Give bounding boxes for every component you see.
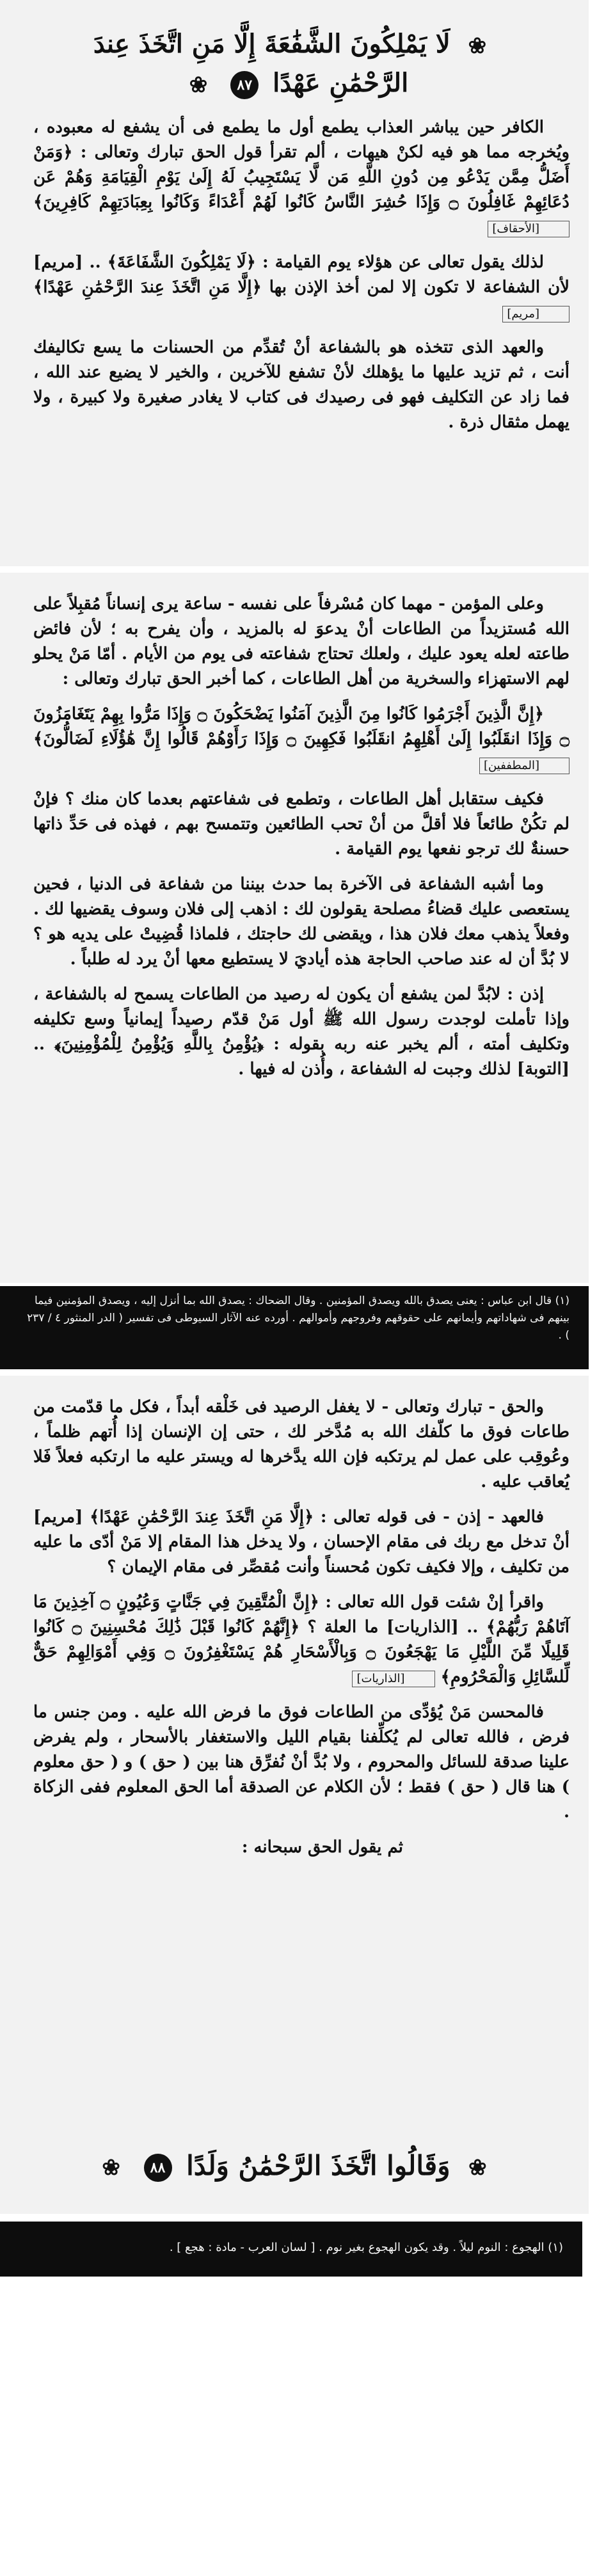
heading-line-2: الرَّحْمَٰنِ عَهْدًا bbox=[273, 68, 409, 98]
footnote-1: (١) قال ابن عباس : يعنى يصدق بالله ويصدق المؤمنين . وقال الضحاك : يصدق الله بما أنزل إليه ، ويصدق المؤمنين فيما بينهم فى شهاداتهم وأيمانهم على حقوقهم وفروجهم وأموالهم . أورده عنه الآثار السيوطى فى تفسير ( الدر المنثور ٤ / ٢٣٧ ) . bbox=[0, 1286, 589, 1369]
surah-tag: [الأحقاف] bbox=[488, 221, 569, 237]
paragraph: الكافر حين يباشر العذاب يطمع أول ما يطمع فى أن يشفع له معبوده ، ويُخرجه مما هو فيه لكنْ هيهات ، ألم تقرأ قول الحق تبارك وتعالى : ﴿وَمَنْ أَضَلُّ مِمَّن يَدْعُو مِن دُونِ اللَّهِ مَن لَّا يَسْتَجِيبُ لَهُ إِلَىٰ يَوْمِ الْقِيَامَةِ وَهُمْ عَن دُعَائِهِمْ غَافِلُونَ ۝ وَإِذَا حُشِرَ النَّاسُ كَانُوا لَهُمْ أَعْدَاءً وَكَانُوا بِعِبَادَتِهِمْ كَافِرِينَ﴾ [الأحقاف] bbox=[33, 115, 569, 240]
text-column-2 bbox=[33, 592, 569, 1092]
paragraph: فكيف ستقابل أهل الطاعات ، وتطمع فى شفاعتهم بعدما كان منك ؟ فإنْ لم تكُنْ طائعاً فلا أقلَّ من أنْ تحب الطائعين وتتمسح بهم ، فهذه فى حَدِّ ذاتها حسنةٌ لك ترجو نفعها يوم القيامة . bbox=[33, 790, 569, 859]
ornament-icon: ❀ bbox=[468, 33, 487, 59]
verse-number-badge: ٨٨ bbox=[144, 2154, 172, 2182]
paragraph: فالعهد - إذن - فى قوله تعالى : ﴿إِلَّا مَنِ اتَّخَذَ عِندَ الرَّحْمَٰنِ عَهْدًا﴾ [مريم] أنْ تدخل مع ربك فى مقام الإحسان ، ولا يدخل هذا المقام إلا مَنْ أدّى ما عليه من تكليف ، وإلا فكيف تكون مُحسناً وأنت مُقصِّر فى مقام الإيمان ؟ bbox=[33, 1507, 569, 1577]
verse-heading-87 bbox=[0, 26, 589, 104]
heading-line-1: لَا يَمْلِكُونَ الشَّفَٰعَةَ إِلَّا مَنِ اتَّخَذَ عِندَ bbox=[93, 29, 450, 59]
paragraph: واقرأ إنْ شئت قول الله تعالى : ﴿إِنَّ الْمُتَّقِينَ فِي جَنَّاتٍ وَعُيُونٍ ۝ آخِذِينَ مَا آتَاهُمْ رَبُّهُمْ﴾ .. [الذاريات] ما العلة ؟ ﴿إِنَّهُمْ كَانُوا قَبْلَ ذَٰلِكَ مُحْسِنِينَ ۝ كَانُوا قَلِيلًا مِّنَ اللَّيْلِ مَا يَهْجَعُونَ ۝ وَبِالْأَسْحَارِ هُمْ يَسْتَغْفِرُونَ ۝ وَفِي أَمْوَالِهِمْ حَقٌّ لِّلسَّائِلِ وَالْمَحْرُومِ﴾ [الذاريات] bbox=[33, 1593, 569, 1687]
heading-text: وَقَالُوا اتَّخَذَ الرَّحْمَٰنُ وَلَدًا bbox=[186, 2150, 450, 2181]
surah-tag: [الذاريات] bbox=[352, 1671, 434, 1687]
text-column-3 bbox=[33, 1395, 569, 1870]
paragraph: لذلك يقول تعالى عن هؤلاء يوم القيامة : ﴿لَا يَمْلِكُونَ الشَّفَاعَةَ﴾ .. [مريم] لأن الشفاعة لا تكون إلا لمن أخذ الإذن بها ﴿إِلَّا مَنِ اتَّخَذَ عِندَ الرَّحْمَٰنِ عَهْدًا﴾ [مريم] bbox=[33, 250, 569, 325]
paragraph: ﴿إِنَّ الَّذِينَ أَجْرَمُوا كَانُوا مِنَ الَّذِينَ آمَنُوا يَضْحَكُونَ ۝ وَإِذَا مَرُّوا بِهِمْ يَتَغَامَزُونَ ۝ وَإِذَا انقَلَبُوا إِلَىٰ أَهْلِهِمُ انقَلَبُوا فَكِهِينَ ۝ وَإِذَا رَأَوْهُمْ قَالُوا إِنَّ هَٰؤُلَاءِ لَضَالُّونَ﴾ [المطففين] bbox=[33, 702, 569, 777]
paragraph: والحق - تبارك وتعالى - لا يغفل الرصيد فى خَلْقه أبداً ، فكل ما قدّمت من طاعات فوق ما كلّفك الله به مُدَّخر لك ، حتى إن الإنسان إذا أُتهم ظلماً ، وعُوقِب على عمل لم يرتكبه فإن الله يدَّخرها له ويستر عليه ما ارتكبه فعلاً فَلا يُعاقب عليه . bbox=[33, 1397, 569, 1491]
paragraph: إذن : لابُدَّ لمن يشفع أن يكون له رصيد من الطاعات يسمح له بالشفاعة ، وإذا تأملت لوجدت رسول الله ﷺ أول مَنْ قدّم رصيداً إيمانياً وسع تكليفه وتكليف أمته ، ألم يخبر عنه ربه بقوله : ﴿يُؤْمِنُ بِاللَّهِ وَيُؤْمِنُ لِلْمُؤْمِنِينَ﴾ .. [التوبة] لذلك وجبت له الشفاعة ، وأُذن له فيها . bbox=[33, 985, 570, 1079]
paragraph: والعهد الذى تتخذه هو بالشفاعة أنْ تُقدِّم من الحسنات ما يسع تكاليفك أنت ، ثم تزيد عليها ما يؤهلك لأنْ تشفع للآخرين ، والخير لا يضيع عند الله ، فما زاد عن التكليف فهو فى رصيدك فى كتاب لا يغادر صغيرة ولا كبيرة ، ولا يهمل مثقال ذرة . bbox=[33, 338, 569, 432]
page-scan-3 bbox=[0, 1376, 589, 2214]
verse-number-badge: ٨٧ bbox=[230, 71, 259, 99]
paragraph: وعلى المؤمن - مهما كان مُسْرفاً على نفسه - ساعة يرى إنساناً مُقبِلاً على الله مُستزيداً من الطاعات أنْ يدعوَ له بالمزيد ، وأن يفرح به ؛ لأن فائض طاعته لعله يعود عليك ، ولعلك تحتاج شفاعته فى يوم من الأيام . أمّا مَنْ يحلو لهم الاستهزاء والسخرية من أهل الطاعات ، كما أخبر الحق تبارك وتعالى : bbox=[33, 594, 569, 688]
ornament-icon: ❀ bbox=[102, 2155, 120, 2181]
page-scan-2 bbox=[0, 573, 589, 1283]
paragraph: فالمحسن مَنْ يُؤدِّى من الطاعات فوق ما فرض الله عليه . ومن جنس ما فرض ، فالله تعالى لم يُكلِّفنا بقيام الليل والاستغفار بالأسحار ، ولم يفرض علينا صدقة للسائل والمحروم ، ولا بُدَّ أنْ نُفرِّق هنا بين ( حق ) و ( حق معلوم ) هنا قال ( حق ) فقط ؛ لأن الكلام عن الصدقة أما الحق المعلوم ففى الزكاة . bbox=[33, 1703, 569, 1822]
ornament-icon: ❀ bbox=[468, 2155, 487, 2181]
ornament-icon: ❀ bbox=[189, 72, 208, 98]
page-scan-1 bbox=[0, 0, 589, 566]
paragraph: ثم يقول الحق سبحانه : bbox=[241, 1838, 403, 1857]
surah-tag: [مريم] bbox=[502, 306, 569, 322]
verse-heading-88 bbox=[0, 2147, 589, 2187]
text-column-1 bbox=[33, 115, 569, 445]
surah-tag: [المطففين] bbox=[479, 758, 569, 774]
paragraph: وما أشبه الشفاعة فى الآخرة بما حدث بيننا من شفاعة فى الدنيا ، فحين يستعصى عليك قضاءُ مصلحة يقولون لك : اذهب إلى فلان وسوف يقضيها لك . وفعلاً يذهب معك فلان هذا ، ويقضى لك حاجتك ، فلماذا قُضِيتْ على يديه هو ؟ لا بُدَّ أن له عند صاحب الحاجة هذه أياديَ لا يستطيع معها أنْ يرد له طلباً . bbox=[33, 875, 569, 969]
footnote-2: (١) الهجوع : النوم ليلاً . وقد يكون الهجوع بغير نوم . [ لسان العرب - مادة : هجع ] . bbox=[0, 2222, 582, 2277]
